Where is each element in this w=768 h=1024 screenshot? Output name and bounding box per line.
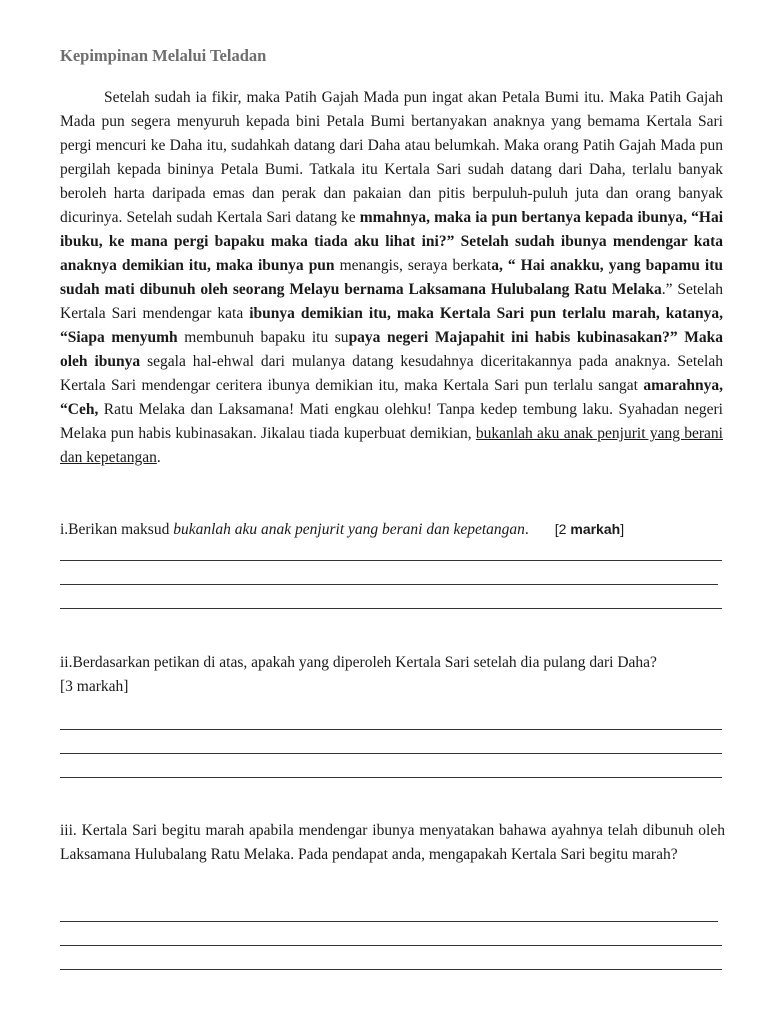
question-1-suffix: . xyxy=(524,521,529,538)
question-2-marks: [3 markah] xyxy=(60,678,129,695)
passage-text-6: Ratu Melaka dan Laksamana! Mati engkau olehku! Tanpa kedep tembung laku. Syahadan negeri Melaka pun habis kubinasakan. Jikalau tiada kuperbuat demikian, xyxy=(60,401,723,442)
passage-bold-1: mmahnya, maka ia pun bertanya kepada ibunya, “Hai ibuku, ke mana pergi bapaku maka tiada aku lihat ini?” Setelah sudah ibunya mendengar kata anaknya demikian itu, maka ibunya pun xyxy=(60,209,724,274)
passage-end: . xyxy=(156,449,161,466)
passage-text-2: menangis, seraya berkat xyxy=(339,257,492,274)
reading-passage xyxy=(60,86,723,470)
question-2-text: ii.Berdasarkan petikan di atas, apakah yang diperoleh Kertala Sari setelah dia pulang dari Daha? xyxy=(60,654,657,671)
question-1 xyxy=(60,517,725,542)
passage-bold-2: a, “ Hai anakku, yang bapamu itu sudah mati dibunuh oleh seorang Melayu bernama Laksamana Hulubalang Ratu Melaka xyxy=(60,257,724,298)
passage-text-5: segala hal-ehwal dari mulanya datang kesudahnya diceritakannya pada anaknya. Setelah Kertala Sari mendengar ceritera ibunya demikian itu, maka Kertala Sari pun terlalu sangat xyxy=(60,353,723,394)
passage-text-3: .” Setelah Kertala Sari mendengar kata xyxy=(60,281,723,322)
question-2 xyxy=(60,651,725,699)
answer-line-3c[interactable] xyxy=(60,969,722,970)
answer-line-1a[interactable] xyxy=(60,560,722,561)
underlined-phrase: bukanlah aku anak penjurit yang berani dan kepetangan xyxy=(60,425,723,466)
answer-line-1b[interactable] xyxy=(60,584,718,585)
answer-line-1c[interactable] xyxy=(60,608,722,609)
answer-line-2a[interactable] xyxy=(60,729,722,730)
question-1-quote: bukanlah aku anak penjurit yang berani dan kepetangan xyxy=(173,521,525,538)
passage-text-4: membunuh bapaku itu su xyxy=(184,329,349,346)
passage-bold-4: paya negeri Majapahit ini habis kubinasakan?” Maka oleh ibunya xyxy=(60,329,723,370)
question-3: iii. Kertala Sari begitu marah apabila mendengar ibunya menyatakan bahawa ayahnya telah dibunuh oleh Laksamana Hulubalang Ratu Melaka. Pada pendapat anda, mengapakah Kertala Sari begitu marah? xyxy=(60,822,725,863)
answer-line-2c[interactable] xyxy=(60,777,722,778)
passage-bold-5: amarahnya, “Ceh, xyxy=(60,377,723,418)
answer-line-3b[interactable] xyxy=(60,945,722,946)
answer-line-3a[interactable] xyxy=(60,921,718,922)
question-1-prefix: i.Berikan maksud xyxy=(60,521,174,538)
page-title: Kepimpinan Melalui Teladan xyxy=(60,46,267,65)
passage-text-1: Setelah sudah ia fikir, maka Patih Gajah Mada pun ingat akan Petala Bumi itu. Maka Patih Gajah Mada pun segera menyuruh kepada bini Petala Bumi bertanyakan anaknya yang bemama Kertala Sari pergi mencuri ke Daha itu, sudahkah datang dari Daha atau belumkah. Maka orang Patih Gajah Mada pun pergilah kepada bininya Petala Bumi. Tatkala itu Kertala Sari sudah datang dari Daha, terlalu banyak beroleh harta daripada emas dan perak dan pakaian dan pitis berpuluh-puluh juta dan orang banyak dicurinya. Setelah sudah Kertala Sari datang ke xyxy=(60,89,723,226)
passage-bold-3: ibunya demikian itu, maka Kertala Sari pun terlalu marah, katanya, “Siapa menyumh xyxy=(60,305,723,346)
answer-line-2b[interactable] xyxy=(60,753,722,754)
question-1-marks: [2 markah] xyxy=(554,521,625,537)
